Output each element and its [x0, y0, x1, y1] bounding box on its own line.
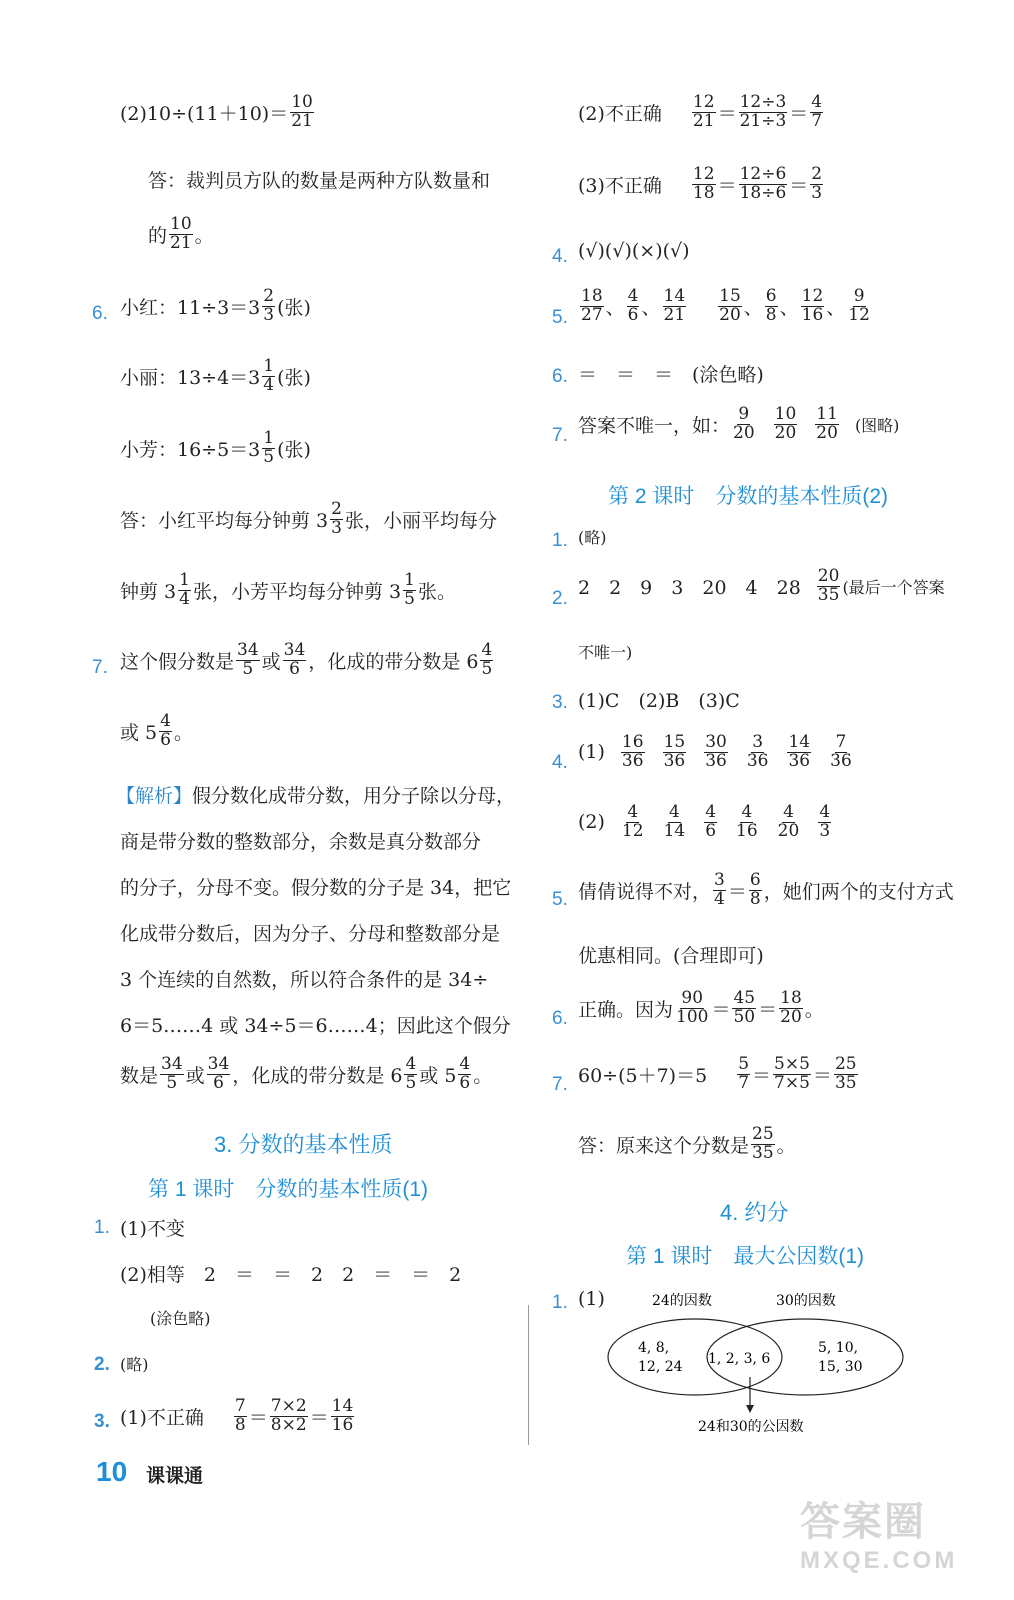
lesson-title: 第 1 课时 最大公因数(1) — [626, 1245, 865, 1268]
fraction: $\frac{6}{8}$ — [765, 286, 777, 325]
q6-answer-2: 钟剪 3 $\frac{1}{4}$ 张，小芳平均每分钟剪 3 $\frac{1}{5}$ 张。 — [120, 570, 456, 609]
fraction: $\frac{14}{36}$ — [788, 732, 811, 771]
fraction: $\frac{9}{12}$ — [848, 286, 870, 325]
fraction: $\frac{4}{3}$ — [819, 802, 831, 841]
question-number: 6. — [92, 303, 108, 324]
question-number: 4. — [552, 246, 568, 267]
fraction: $\frac{4}{12}$ — [621, 802, 644, 841]
venn-common-label: 24和30的公因数 — [698, 1419, 804, 1435]
question-number: 7. — [552, 425, 568, 446]
fraction: $\frac{18}{27}$ — [581, 286, 603, 325]
analysis-line-5: 3 个连续的自然数，所以符合条件的是 34÷ — [120, 969, 489, 991]
section-title: 3. 分数的基本性质 — [214, 1132, 393, 1157]
question-number: 4. — [552, 752, 568, 773]
fraction: $\frac{15}{20}$ — [719, 286, 741, 325]
t2-line: 2 2 9 3 20 4 28 $\frac{20}{35}$ (最后一个答案 — [578, 566, 945, 605]
fraction: $\frac{10}{21}$ — [291, 92, 313, 131]
question-number: 3. — [94, 1411, 110, 1432]
question-number: 2. — [552, 588, 568, 609]
r2-line: (3)不正确 $\frac{12}{18}$ ＝ $\frac{12\div 6}{18\div 6}$ ＝ $\frac{2}{3}$ — [578, 164, 823, 203]
t7-answer: 答：原来这个分数是 $\frac{25}{35}$ 。 — [578, 1124, 796, 1163]
fraction: $\frac{4}{6}$ — [705, 802, 717, 841]
question-number: 1. — [552, 1292, 568, 1313]
analysis-line-6: 6＝5……4 或 34÷5＝6……4；因此这个假分 — [120, 1015, 511, 1037]
t6-line: 正确。因为 $\frac{90}{100}$ ＝ $\frac{45}{50}$ ＝ $\frac{18}{20}$ 。 — [578, 988, 824, 1027]
fraction: $\frac{10}{20}$ — [774, 404, 797, 443]
answer-text-cont: 的 $\frac{10}{21}$ 。 — [148, 214, 214, 253]
lesson-title: 第 1 课时 分数的基本性质(1) — [148, 1178, 429, 1201]
q6-xiaoli: 小丽：13÷4＝3 $\frac{1}{4}$ (张) — [120, 356, 311, 395]
q5-fractions: $\frac{18}{27}$ 、 $\frac{4}{6}$ 、 $\frac{14}{21}$ $\frac{15}{20}$ 、 $\frac{6}{8}$ 、 $\frac{12}{16}$ 、 $\frac{9}{12}$ — [581, 286, 870, 325]
analysis-line-7: 数是 $\frac{34}{5}$ 或 $\frac{34}{6}$ ，化成的带分数是 6 $\frac{4}{5}$ 或 5 $\frac{4}{6}$ 。 — [120, 1054, 493, 1093]
question-number: 2. — [94, 1354, 110, 1375]
fraction: $\frac{9}{20}$ — [733, 404, 755, 443]
analysis-line-2: 商是带分数的整数部分，余数是真分数部分 — [120, 831, 482, 853]
fraction: $\frac{12}{16}$ — [801, 286, 824, 325]
page-number: 10 — [96, 1456, 128, 1487]
venn-left-1: 4, 8, — [638, 1340, 670, 1356]
q6-answer-1: 答：小红平均每分钟剪 3 $\frac{2}{3}$ 张，小丽平均每分 — [120, 499, 497, 538]
question-number: 1. — [552, 530, 568, 551]
fraction: $\frac{30}{36}$ — [705, 732, 727, 771]
t5-cont: 优惠相同。(合理即可) — [578, 945, 764, 967]
question-number: 5. — [552, 889, 568, 910]
fraction: $\frac{11}{20}$ — [816, 404, 838, 443]
t4-part1: (1) $\frac{16}{36}$ $\frac{15}{36}$ $\frac{30}{36}$ $\frac{3}{36}$ $\frac{14}{36}$ $\frac{7}{36}$ — [578, 732, 852, 771]
fraction: $\frac{4}{16}$ — [736, 802, 758, 841]
q6-xiaohong: 小红：11÷3＝3 $\frac{2}{3}$ (张) — [120, 286, 311, 325]
r1-line: (2)不正确 $\frac{12}{21}$ ＝ $\frac{12\div 3}{21\div 3}$ ＝ $\frac{4}{7}$ — [578, 92, 823, 131]
question-number: 3. — [552, 692, 568, 713]
q4-answer: (√)(√)(×)(√) — [578, 240, 690, 262]
s1-a: (1)不变 — [120, 1218, 185, 1240]
t2-cont: 不唯一) — [578, 643, 633, 662]
question-number: 7. — [552, 1074, 568, 1095]
venn-left-2: 12, 24 — [638, 1359, 683, 1375]
q7-line-2: 或 5 $\frac{4}{6}$ 。 — [120, 711, 193, 750]
t3-answer: (1)C (2)B (3)C — [578, 690, 740, 712]
u1-part: (1) — [578, 1288, 605, 1310]
analysis-line-4: 化成带分数后，因为分子、分母和整数部分是 — [120, 923, 501, 945]
question-number: 1. — [94, 1217, 110, 1238]
s2-a: (略) — [120, 1355, 149, 1374]
venn-arrow-head — [746, 1405, 754, 1413]
venn-right-1: 5, 10, — [818, 1340, 859, 1356]
fraction: $\frac{4}{20}$ — [777, 802, 800, 841]
q6-xiaofang: 小芳：16÷5＝3 $\frac{1}{5}$ (张) — [120, 428, 311, 467]
question-number: 7. — [92, 657, 108, 678]
fraction: $\frac{3}{36}$ — [746, 732, 769, 771]
q7-line-1: 这个假分数是 $\frac{34}{5}$ 或 $\frac{34}{6}$ ，化成的带分数是 6 $\frac{4}{5}$ — [120, 640, 493, 679]
column-divider — [528, 1305, 529, 1445]
venn-label-30: 30的因数 — [776, 1293, 836, 1309]
watermark: 答案圈 MXQE.COM — [800, 1500, 958, 1574]
s3-line: (1)不正确 $\frac{7}{8}$ ＝ $\frac{7\times 2}{8\times 2}$ ＝ $\frac{14}{16}$ — [120, 1396, 354, 1435]
section-title: 4. 约分 — [720, 1200, 789, 1225]
venn-diagram — [600, 1285, 910, 1440]
q7-line: 答案不唯一，如： $\frac{9}{20}$ $\frac{10}{20}$ $\frac{11}{20}$ (图略) — [578, 404, 900, 443]
analysis-line-3: 的分子，分母不变。假分数的分子是 34，把它 — [120, 877, 512, 899]
book-title: 课课通 — [146, 1466, 204, 1487]
analysis-line-1: 【解析】 假分数化成带分数，用分子除以分母， — [116, 781, 515, 808]
fraction: $\frac{4}{14}$ — [663, 802, 686, 841]
answer-text: 答：裁判员方队的数量是两种方队数量和 — [148, 170, 491, 192]
left-line-1: (2)10÷(11＋10)＝ $\frac{10}{21}$ — [120, 92, 313, 131]
t4-part2: (2) $\frac{4}{12}$ $\frac{4}{14}$ $\frac{4}{6}$ $\frac{4}{16}$ $\frac{4}{20}$ $\frac{4}{3}$ — [578, 802, 831, 841]
question-number: 5. — [552, 307, 568, 328]
fraction: $\frac{4}{6}$ — [627, 286, 639, 325]
s1-b: (2)相等 2 ＝ ＝ 2 2 ＝ ＝ 2 — [120, 1264, 462, 1286]
venn-label-24: 24的因数 — [652, 1293, 712, 1309]
fraction: $\frac{16}{36}$ — [621, 732, 644, 771]
fraction: $\frac{14}{21}$ — [663, 286, 686, 325]
s1-c: (涂色略) — [150, 1309, 211, 1328]
t7-line: 60÷(5＋7)＝5 $\frac{5}{7}$ ＝ $\frac{5\times 5}{7\times 5}$ ＝ $\frac{25}{35}$ — [578, 1054, 857, 1093]
t5-line: 倩倩说得不对， $\frac{3}{4}$ ＝ $\frac{6}{8}$ ，她们两个的支付方式 — [578, 870, 954, 909]
question-number: 6. — [552, 366, 568, 387]
fraction: $\frac{15}{36}$ — [663, 732, 686, 771]
lesson-title: 第 2 课时 分数的基本性质(2) — [608, 485, 889, 508]
venn-right-2: 15, 30 — [818, 1359, 863, 1375]
fraction: $\frac{7}{36}$ — [830, 732, 852, 771]
t1-answer: (略) — [578, 528, 607, 547]
analysis-tag: 【解析】 — [116, 786, 193, 807]
q6-answer: ＝ ＝ ＝ (涂色略) — [578, 364, 764, 386]
venn-middle: 1, 2, 3, 6 — [708, 1351, 771, 1367]
question-number: 6. — [552, 1008, 568, 1029]
